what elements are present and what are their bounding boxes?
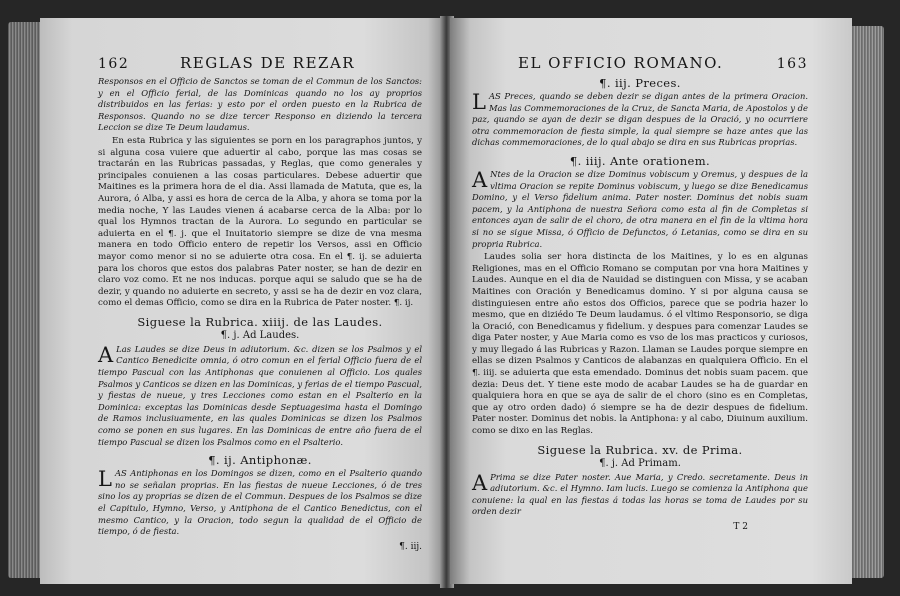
right-paragraph-2 — [472, 169, 808, 250]
right-running-title: EL OFFICIO ROMANO. — [518, 54, 724, 72]
right-running-head — [472, 54, 808, 76]
right-heading-prima: Siguese la Rubrica. xv. de Prima. — [537, 442, 743, 457]
left-page-number: 162 — [98, 56, 130, 72]
right-paragraph-1 — [472, 91, 808, 149]
right-page-number: 163 — [776, 56, 808, 72]
drop-cap: L — [98, 467, 112, 492]
left-running-title: REGLAS DE REZAR — [180, 54, 356, 72]
right-paragraph-1-text: AS Preces, quando se deben dezir se digan antes de la primera Oracion. Mas las Commemoraciones de la Cruz, de Sancta Maria, de Apostolos y de paz, quando se ayan de dezir se digan despues de la Oració, y no ocurriere otra commemoracion de fiesta simple, la qual siempre se haze antes que las dichas commemoraciones, de lo qual abajo se dira en sus Rubricas proprias. — [472, 91, 808, 148]
right-paragraph-3: Laudes solia ser hora distincta de los Maitines, y lo es en algunas Religiones, mas en el Officio Romano se computan por vna hora Maitines y Laudes. Aunque en el dia de Nauidad se distinguen con Missa, y se acaban Maitines con Oración y Benedicamus domino. Y si por alguna causa se distinguiesen entre año estos dos Officios, parece que se podria hazer lo mesmo, que en diziédo Te Deum laudamus. ó el vltimo Responsorio, se diga la Oració, con Benedicamus y fidelium. y despues para comenzar Laudes se diga Pater noster, y Aue Maria como es vso de los mas practicos y curiosos, y muy llegado á las Rubricas y Razon. Llaman se Laudes porque siempre en ellas se dizen Psalmos y Canticos de alabanzas en qualquiera Officio. En el ¶. iiij. se aduierta que esta emendado. Dominus det nobis suam pacem. que dezia: Deus det. Y tiene este modo de acabar Laudes se ha de guardar en qualquiera hora en que se aya de salir de el choro (sino es en Completas, que ay otro orden dado) ó siempre se ha de dezir despues de fidelium. Pater noster. Dominus det nobis. la Antiphona: y al cabo, Diuinum auxilium. como se dixo en las Reglas. — [472, 252, 808, 437]
drop-cap: A — [472, 470, 488, 495]
right-paragraph-2-text: Ntes de la Oracion se dize Dominus vobiscum y Oremus, y despues de la vltima Oracion se repite Dominus vobiscum, y luego se dize Benedicamus Domino, y el Verso fidelium anima. Pater noster. Dominus det nobis suam pacem, y la Antiphona de nuestra Señora como esta al fin de Completas si entonces ayan de salir de el choro, de otra manera en el fin de la vltima hora si no se sigue Missa, ó Officio de Defunctos, ó Letanias, como se dira en su propria Rubrica. — [472, 168, 808, 249]
left-heading-antiphonae: ¶. ij. Antiphonæ. — [208, 453, 312, 468]
left-page-content — [98, 54, 422, 574]
right-page — [450, 18, 852, 584]
left-heading-laudes: Siguese la Rubrica. xiiij. de las Laudes. — [137, 314, 383, 329]
page-edges-right — [850, 26, 884, 578]
right-paragraph-4-text: Prima se dize Pater noster. Aue Maria, y Credo. secretamente. Deus in adiutorium. &c. el Hymno. Iam lucis. Luego se comienza la Antiphona que conuiene: la qual en las fiestas á todas las horas se toma de Laudes por su orden dezir — [472, 471, 808, 517]
right-heading-ante-orationem: ¶. iiij. Ante orationem. — [569, 153, 711, 168]
left-page — [40, 18, 444, 584]
left-running-head — [98, 54, 422, 76]
page-edges-left — [8, 22, 42, 578]
right-page-content — [472, 54, 808, 574]
left-paragraph-4 — [98, 468, 422, 538]
right-paragraph-4 — [472, 472, 808, 518]
left-paragraph-3-text: Las Laudes se dize Deus in adiutorium. &c. dizen se los Psalmos y el Cantico Benedicite omnia, ó otro comun en el ferial Officio fuera de el tiempo Pascual con las Antiphonas que conuienen al Officio. Los quales Psalmos y Canticos se dizen en las Dominicas, y ferias de el tiempo Pascual, y fiestas de nueue, y tres Lecciones como estan en el Psalterio en la Dominica: exceptas las Dominicas desde Septuagesima hasta el Domingo de Ramos inclusiuamente, en las quales Dominicas se dizen los Psalmos como se ponen en sus lugares. En las Dominicas de entre año fuera de el tiempo Pascual se dizen los Psalmos como en el Psalterio. — [98, 343, 422, 447]
left-paragraph-4-text: AS Antiphonas en los Domingos se dizen, como en el Psalterio quando no se señalan proprias. En las fiestas de nueue Lecciones, ó de tres sino los ay proprias se dizen de el Commun. Despues de los Psalmos se dize el Capitulo, Hymno, Verso, y Antiphona de el Cantico Benedictus, con el mesmo Cantico, y la Oracion, todo segun la qualidad de el Officio de tiempo, ó de fiesta. — [98, 468, 422, 537]
drop-cap: A — [472, 167, 488, 192]
right-heading-preces: ¶. iij. Preces. — [599, 76, 681, 90]
left-paragraph-3 — [98, 344, 422, 448]
drop-cap: L — [472, 90, 486, 114]
right-signature-mark: T 2 — [733, 522, 748, 532]
drop-cap: A — [98, 342, 114, 367]
left-catchword: ¶. iij. — [399, 541, 422, 552]
left-paragraph-1: Responsos en el Officio de Sanctos se toman de el Commun de los Sanctos: y en el Officio ferial, de las Dominicas quando no los ay proprios distribuidos en las ferias: y esto por el orden puesto en la Rubrica de Responsos. Quando no se dize tercer Responso en diziendo la tercera Leccion se dize Te Deum laudamus. — [98, 76, 422, 133]
right-subheading-ad-primam: ¶. j. Ad Primam. — [599, 457, 681, 469]
left-subheading-ad-laudes: ¶. j. Ad Laudes. — [220, 329, 300, 341]
left-paragraph-2: En esta Rubrica y las siguientes se porn en los paragraphos juntos, y si alguna cosa vuiere que aduertir al cabo, porque las mas cosas se tractarán en las Rubricas passadas, y Reglas, que como generales y principales conuienen a las cosas particulares. Debese aduertir que Maitines es la primera hora de el dia. Assi llamada de Matuta, que es, la Aurora, ó Alba, y assi es hora de cerca de la Alba, y ahora se toma por la media noche, Y las Laudes vienen á acabarse cerca de la Alba: por lo qual los Hymnos tractan de la Aurora. Lo segundo en particular se aduierta en el ¶. j. que el Inuitatorio siempre se dize de vna mesma manera en todo Officio entero de repetir los Versos, assi en Officio mayor como menor si no se aduierte otra cosa. En el ¶. ij. se aduierta para los choros que estos dos palabras Pater noster, se han de dezir en claro voz como. Et ne nos inducas. porque aqui se saludo que se ha de dezir, y quando no aduierte en secreto, y assi se ha de dezir en voz clara, como el demas Officio, como se dira en la Rubrica de Pater noster. ¶. ij. — [98, 135, 422, 309]
